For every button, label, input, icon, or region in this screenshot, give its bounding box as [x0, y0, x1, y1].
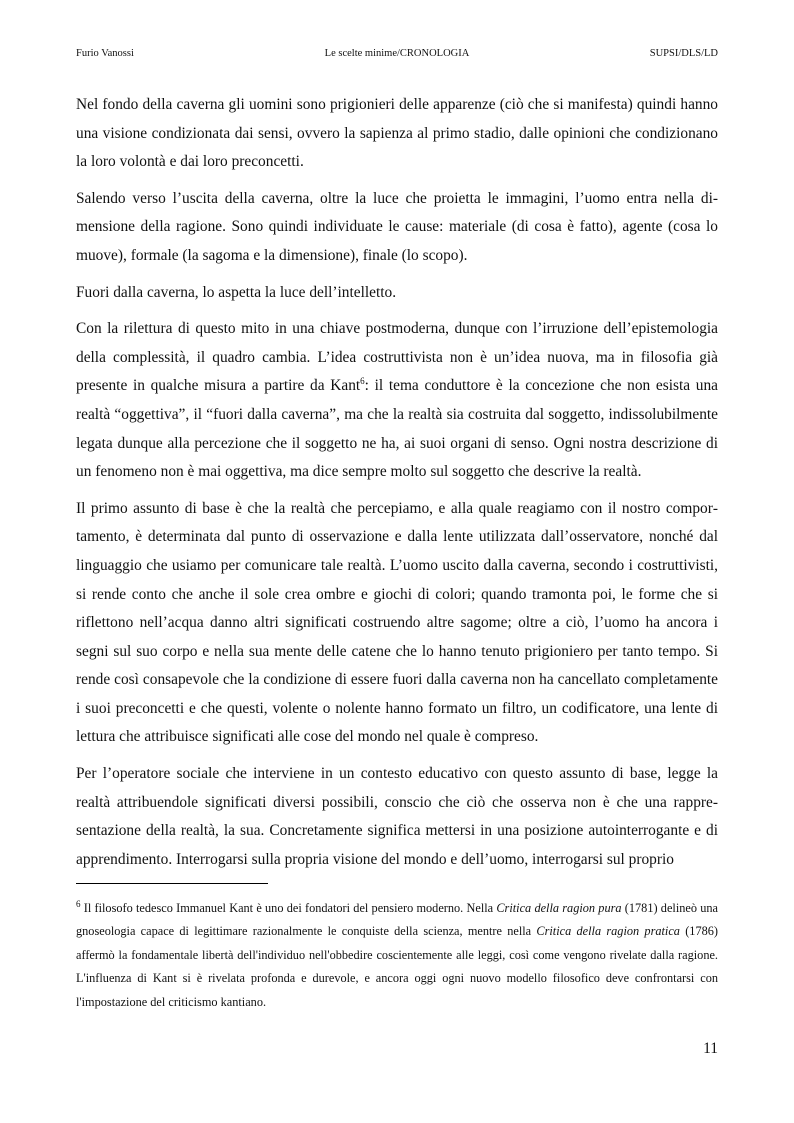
header-author: Furio Vanossi — [76, 48, 134, 59]
paragraph-5: Il primo assunto di base è che la realtà che percepiamo, e alla quale reagiamo con il nostro comportamento, è determinata dal punto di osservazione e dalla lente utilizzata dall’osservatore, nonché dal linguaggio che usiamo per comunicare tale realtà. L’uomo uscito dalla caverna, secondo i costruttivisti, si rende conto che anche il sole crea ombre e giochi di colori; quando tramonta poi, le forme che si riflettono nell’acqua danno altri significati costruendo altre sagome; oltre a ciò, l’uomo ha ancora i segni sul suo corpo e nella sua mente delle catene che lo hanno tenuto prigioniero per tanto tempo. Si rende così consapevole che la condizione di essere fuori dalla caverna non ha cancellato completamente i suoi preconcetti e che questi, volente o nolente hanno formato un filtro, un codificatore, una lente di lettura che attribuisce significati alle cose del mondo nel quale è compreso. — [76, 499, 718, 746]
header-institution: SUPSI/DLS/LD — [649, 48, 718, 59]
paragraph-3: Fuori dalla caverna, lo aspetta la luce dell’intelletto. — [76, 283, 397, 301]
paragraph-1: Nel fondo della caverna gli uomini sono prigionieri delle apparenze (ciò che si manifesta) quindi hanno una visione condizionata dai sensi, ovvero la sapienza al primo stadio, dalle opinioni che condizionano la loro volontà e dai loro preconcetti. — [76, 96, 718, 171]
paragraph-2: Salendo verso l’uscita della caverna, oltre la luce che proietta le immagini, l’uomo entra nella dimensione della ragione. Sono quindi individuate le cause: materiale (di cosa è fatto), agente (cosa lo muove), formale (la sagoma e la dimensione), finale (lo scopo). — [76, 189, 718, 264]
footnote-number: 6 — [76, 898, 81, 909]
footnote-book-title-1: Critica della ragion pura — [496, 901, 622, 915]
body-text — [76, 91, 718, 882]
page-header — [76, 47, 718, 61]
paragraph-6: Per l’operatore sociale che interviene in un contesto educativo con questo assunto di base, legge la realtà attribuendole significati diversi possibili, conscio che ciò che osserva non è che una rappresentazione della realtà, la sua. Concretamente significa mettersi in una posizione autointerrogante e di apprendimento. Interrogarsi sulla propria visione del mondo e dell’uomo, interrogarsi sul proprio — [76, 765, 718, 868]
footnote-text-2: (1781) delineò una gnoseologia capace di legittimare razionalmente le conquiste della scienza, mentre nella — [76, 901, 718, 939]
header-title: Le scelte minime/CRONOLOGIA — [324, 48, 470, 59]
paragraph-4 — [76, 315, 718, 487]
page-number: 11 — [703, 1040, 718, 1057]
footnote-text-1: Il filosofo tedesco Immanuel Kant è uno dei fondatori del pensiero moderno. Nella — [80, 901, 497, 915]
footnote-text-3: (1786) affermò la fondamentale libertà dell'individuo nell'obbedire coscientemente alle leggi, così come vengono rivelate dalla ragione. L'influenza di Kant si è rivelata profonda e durevole, e ancora oggi ogni nuovo modello filosofico deve confrontarsi con l'impostazione del criticismo kantiano. — [76, 924, 718, 1009]
footnote-separator — [76, 883, 268, 884]
footnote — [76, 897, 718, 1014]
footnote-reference: 6 — [360, 376, 365, 387]
paragraph-4-part-1: Con la rilettura di questo mito in una chiave postmoderna, dunque con l’irruzione dell’epistemologia della complessità, il quadro cambia. L’idea costruttivista non è un’idea nuova, ma in filosofia già presente in qualche misura a partire da Kant — [76, 320, 718, 395]
footnote-book-title-2: Critica della ragion pratica — [536, 924, 680, 939]
paragraph-4-part-2: : il tema conduttore è la concezione che non esista una realtà “oggettiva”, il “fuori dalla caverna”, ma che la realtà sia costruita dal soggetto, indissolubilmente legata dunque alla percezione che il soggetto ne ha, ai suoi organi di senso. Ogni nostra descrizione di un fenomeno non è mai oggettiva, ma dice sempre molto sul soggetto che descrive la realtà. — [76, 377, 719, 481]
